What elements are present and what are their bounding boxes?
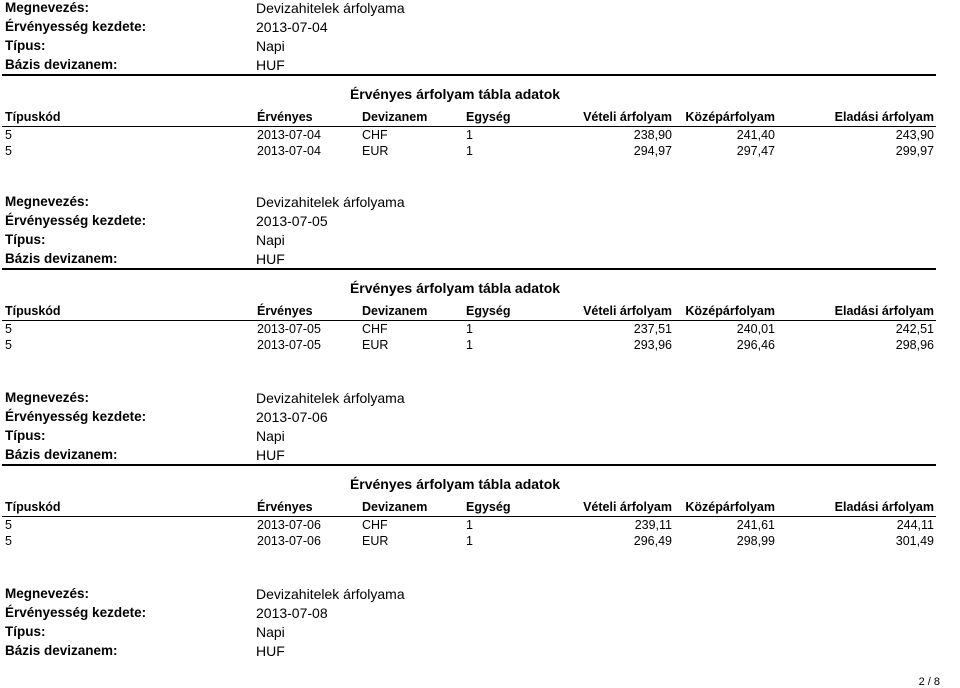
name-value: Devizahitelek árfolyama: [256, 194, 405, 210]
table-row: [0, 338, 960, 354]
table-row: [0, 518, 960, 534]
cell-unit: 1: [466, 518, 473, 532]
table-header: [0, 304, 960, 320]
cell-unit: 1: [466, 144, 473, 158]
type-label: Típus:: [5, 428, 46, 443]
col-sell-rate: Eladási árfolyam: [834, 304, 934, 318]
valid-from-value: 2013-07-05: [256, 213, 328, 229]
table-row: [0, 534, 960, 550]
cell-mid-rate: 296,46: [736, 338, 775, 352]
col-currency: Devizanem: [362, 304, 428, 318]
base-currency-value: HUF: [256, 643, 285, 659]
col-unit: Egység: [466, 110, 511, 124]
cell-mid-rate: 298,99: [736, 534, 775, 548]
type-value: Napi: [256, 232, 285, 248]
col-mid-rate: Középárfolyam: [685, 500, 775, 514]
header-underline: [2, 126, 936, 127]
cell-unit: 1: [466, 338, 473, 352]
col-valid: Érvényes: [257, 500, 313, 514]
valid-from-label: Érvényesség kezdete:: [5, 605, 147, 620]
name-label: Megnevezés:: [5, 0, 90, 15]
col-buy-rate: Vételi árfolyam: [583, 500, 672, 514]
cell-currency: CHF: [362, 322, 388, 336]
name-label: Megnevezés:: [5, 586, 90, 601]
name-value: Devizahitelek árfolyama: [256, 586, 405, 602]
cell-sell-rate: 301,49: [895, 534, 934, 548]
valid-from-value: 2013-07-08: [256, 605, 328, 621]
name-label: Megnevezés:: [5, 390, 90, 405]
col-unit: Egység: [466, 304, 511, 318]
table-row: [0, 144, 960, 160]
cell-valid: 2013-07-05: [257, 338, 321, 352]
col-type-code: Típuskód: [5, 110, 61, 124]
col-sell-rate: Eladási árfolyam: [834, 110, 934, 124]
name-value: Devizahitelek árfolyama: [256, 0, 405, 16]
col-currency: Devizanem: [362, 110, 428, 124]
section-divider: [2, 464, 936, 466]
cell-buy-rate: 239,11: [634, 518, 672, 532]
page-number: 2 / 8: [918, 676, 940, 688]
type-label: Típus:: [5, 38, 46, 53]
cell-currency: EUR: [362, 534, 389, 548]
cell-sell-rate: 242,51: [895, 322, 934, 336]
cell-type-code: 5: [5, 518, 12, 532]
base-currency-value: HUF: [256, 251, 285, 267]
table-title: Érvényes árfolyam tábla adatok: [349, 86, 561, 102]
valid-from-label: Érvényesség kezdete:: [5, 213, 147, 228]
cell-currency: CHF: [362, 128, 388, 142]
cell-type-code: 5: [5, 128, 12, 142]
name-label: Megnevezés:: [5, 194, 90, 209]
cell-sell-rate: 244,11: [896, 518, 934, 532]
col-mid-rate: Középárfolyam: [685, 110, 775, 124]
cell-unit: 1: [466, 534, 473, 548]
cell-currency: EUR: [362, 144, 389, 158]
col-buy-rate: Vételi árfolyam: [583, 110, 672, 124]
cell-type-code: 5: [5, 338, 12, 352]
cell-mid-rate: 241,61: [736, 518, 775, 532]
cell-buy-rate: 294,97: [633, 144, 672, 158]
type-value: Napi: [256, 428, 285, 444]
cell-valid: 2013-07-04: [257, 128, 321, 142]
type-label: Típus:: [5, 232, 46, 247]
cell-mid-rate: 297,47: [736, 144, 775, 158]
base-currency-value: HUF: [256, 447, 285, 463]
table-row: [0, 128, 960, 144]
col-type-code: Típuskód: [5, 500, 61, 514]
cell-valid: 2013-07-06: [257, 518, 321, 532]
name-value: Devizahitelek árfolyama: [256, 390, 405, 406]
table-header: [0, 500, 960, 516]
col-valid: Érvényes: [257, 304, 313, 318]
cell-currency: CHF: [362, 518, 388, 532]
valid-from-value: 2013-07-04: [256, 19, 328, 35]
col-sell-rate: Eladási árfolyam: [834, 500, 934, 514]
table-header: [0, 110, 960, 126]
col-valid: Érvényes: [257, 110, 313, 124]
valid-from-label: Érvényesség kezdete:: [5, 19, 147, 34]
cell-unit: 1: [466, 322, 473, 336]
cell-sell-rate: 243,90: [895, 128, 934, 142]
cell-valid: 2013-07-05: [257, 322, 321, 336]
col-unit: Egység: [466, 500, 511, 514]
table-row: [0, 322, 960, 338]
table-title: Érvényes árfolyam tábla adatok: [349, 280, 561, 296]
cell-buy-rate: 293,96: [633, 338, 672, 352]
base-currency-label: Bázis devizanem:: [5, 57, 118, 72]
header-underline: [2, 320, 936, 321]
base-currency-label: Bázis devizanem:: [5, 643, 118, 658]
base-currency-label: Bázis devizanem:: [5, 251, 118, 266]
type-value: Napi: [256, 624, 285, 640]
col-mid-rate: Középárfolyam: [685, 304, 775, 318]
cell-valid: 2013-07-06: [257, 534, 321, 548]
cell-mid-rate: 241,40: [736, 128, 775, 142]
cell-buy-rate: 238,90: [633, 128, 672, 142]
base-currency-value: HUF: [256, 57, 285, 73]
col-buy-rate: Vételi árfolyam: [583, 304, 672, 318]
type-label: Típus:: [5, 624, 46, 639]
col-type-code: Típuskód: [5, 304, 61, 318]
cell-type-code: 5: [5, 534, 12, 548]
table-title: Érvényes árfolyam tábla adatok: [349, 476, 561, 492]
cell-valid: 2013-07-04: [257, 144, 321, 158]
type-value: Napi: [256, 38, 285, 54]
section-divider: [2, 268, 936, 270]
cell-sell-rate: 298,96: [895, 338, 934, 352]
cell-currency: EUR: [362, 338, 389, 352]
cell-type-code: 5: [5, 144, 12, 158]
cell-unit: 1: [466, 128, 473, 142]
base-currency-label: Bázis devizanem:: [5, 447, 118, 462]
section-divider: [2, 74, 936, 76]
cell-mid-rate: 240,01: [736, 322, 775, 336]
cell-type-code: 5: [5, 322, 12, 336]
col-currency: Devizanem: [362, 500, 428, 514]
valid-from-value: 2013-07-06: [256, 409, 328, 425]
header-underline: [2, 516, 936, 517]
valid-from-label: Érvényesség kezdete:: [5, 409, 147, 424]
cell-buy-rate: 296,49: [633, 534, 672, 548]
cell-buy-rate: 237,51: [633, 322, 672, 336]
cell-sell-rate: 299,97: [895, 144, 934, 158]
